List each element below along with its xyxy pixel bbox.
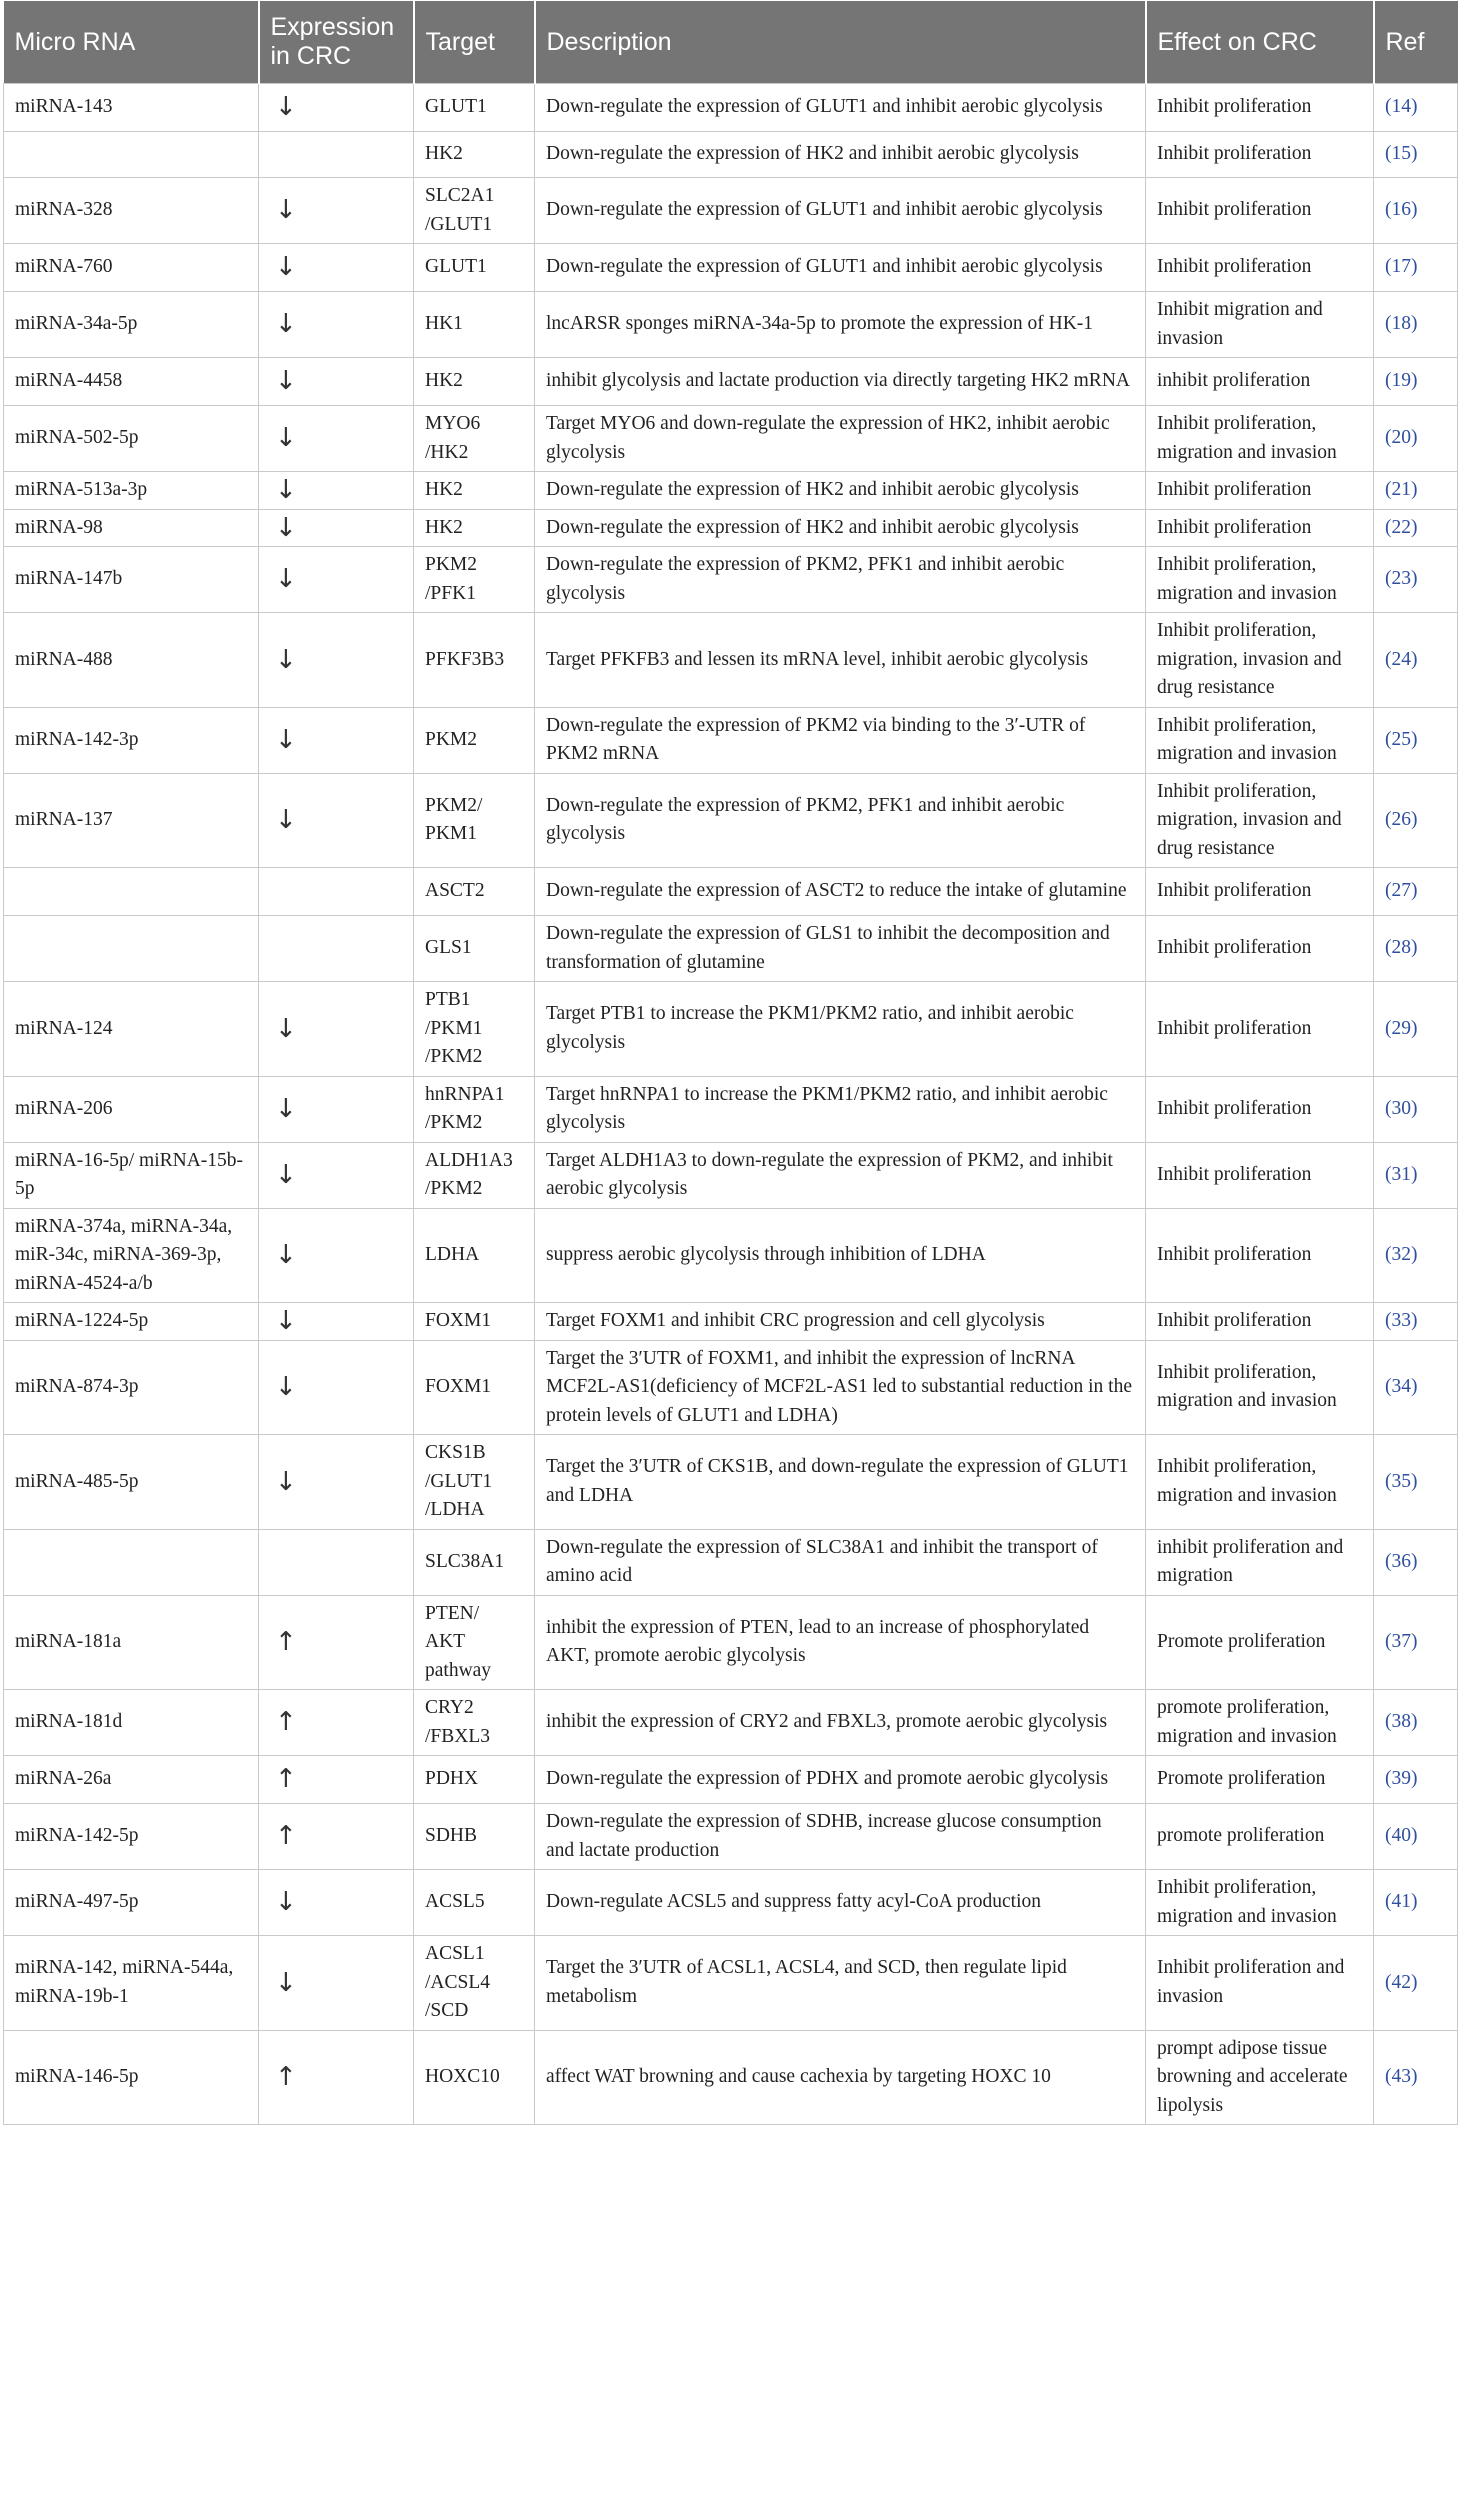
cell-target: ASCT2 bbox=[414, 868, 535, 916]
cell-ref[interactable]: (15) bbox=[1374, 132, 1458, 178]
cell-ref[interactable]: (25) bbox=[1374, 707, 1458, 773]
cell-expression: ↑ bbox=[259, 1804, 414, 1870]
cell-target: HOXC10 bbox=[414, 2030, 535, 2125]
cell-expression: ↓ bbox=[259, 292, 414, 358]
cell-expression: ↓ bbox=[259, 1340, 414, 1435]
cell-description: Down-regulate the expression of SDHB, increase glucose consumption and lactate production bbox=[535, 1804, 1146, 1870]
table-row bbox=[4, 292, 1458, 358]
cell-effect: Inhibit proliferation bbox=[1146, 868, 1374, 916]
cell-effect: Inhibit proliferation bbox=[1146, 472, 1374, 510]
cell-target: ALDH1A3 /PKM2 bbox=[414, 1142, 535, 1208]
cell-micro-rna: miRNA-181d bbox=[4, 1690, 259, 1756]
table-row bbox=[4, 358, 1458, 406]
cell-micro-rna: miRNA-34a-5p bbox=[4, 292, 259, 358]
cell-effect: Inhibit proliferation bbox=[1146, 178, 1374, 244]
cell-effect: Inhibit proliferation bbox=[1146, 1303, 1374, 1341]
table-row bbox=[4, 613, 1458, 708]
cell-target: SLC2A1 /GLUT1 bbox=[414, 178, 535, 244]
cell-ref[interactable]: (14) bbox=[1374, 84, 1458, 132]
cell-micro-rna: miRNA-146-5p bbox=[4, 2030, 259, 2125]
cell-description: Down-regulate the expression of HK2 and inhibit aerobic glycolysis bbox=[535, 509, 1146, 547]
cell-target: PKM2/ PKM1 bbox=[414, 773, 535, 868]
cell-expression: ↓ bbox=[259, 1303, 414, 1341]
cell-target: GLS1 bbox=[414, 916, 535, 982]
header-effect: Effect on CRC bbox=[1146, 1, 1374, 84]
cell-micro-rna: miRNA-328 bbox=[4, 178, 259, 244]
cell-expression: ↓ bbox=[259, 358, 414, 406]
cell-expression bbox=[259, 916, 414, 982]
table-row bbox=[4, 982, 1458, 1077]
cell-description: lncARSR sponges miRNA-34a-5p to promote the expression of HK-1 bbox=[535, 292, 1146, 358]
cell-target: PTEN/ AKT pathway bbox=[414, 1595, 535, 1690]
cell-effect: Promote proliferation bbox=[1146, 1595, 1374, 1690]
cell-expression: ↓ bbox=[259, 1870, 414, 1936]
table-row bbox=[4, 868, 1458, 916]
cell-ref[interactable]: (35) bbox=[1374, 1435, 1458, 1530]
cell-ref[interactable]: (39) bbox=[1374, 1756, 1458, 1804]
cell-expression: ↑ bbox=[259, 1756, 414, 1804]
cell-description: Down-regulate the expression of HK2 and inhibit aerobic glycolysis bbox=[535, 132, 1146, 178]
cell-description: Down-regulate the expression of PDHX and promote aerobic glycolysis bbox=[535, 1756, 1146, 1804]
cell-ref[interactable]: (22) bbox=[1374, 509, 1458, 547]
cell-effect: Inhibit proliferation, migration and invasion bbox=[1146, 406, 1374, 472]
cell-expression: ↓ bbox=[259, 1142, 414, 1208]
cell-target: PFKF3B3 bbox=[414, 613, 535, 708]
cell-description: Down-regulate the expression of ASCT2 to reduce the intake of glutamine bbox=[535, 868, 1146, 916]
cell-effect: Inhibit proliferation and invasion bbox=[1146, 1936, 1374, 2031]
cell-micro-rna: miRNA-760 bbox=[4, 244, 259, 292]
cell-effect: Inhibit proliferation, migration, invasion and drug resistance bbox=[1146, 773, 1374, 868]
cell-micro-rna: miRNA-206 bbox=[4, 1076, 259, 1142]
cell-target: hnRNPA1 /PKM2 bbox=[414, 1076, 535, 1142]
cell-ref[interactable]: (43) bbox=[1374, 2030, 1458, 2125]
cell-description: Down-regulate the expression of HK2 and inhibit aerobic glycolysis bbox=[535, 472, 1146, 510]
cell-expression: ↓ bbox=[259, 1936, 414, 2031]
table-row bbox=[4, 244, 1458, 292]
cell-target: HK1 bbox=[414, 292, 535, 358]
cell-micro-rna bbox=[4, 916, 259, 982]
cell-expression: ↓ bbox=[259, 84, 414, 132]
cell-target: GLUT1 bbox=[414, 244, 535, 292]
cell-description: Down-regulate the expression of PKM2 via binding to the 3′-UTR of PKM2 mRNA bbox=[535, 707, 1146, 773]
cell-effect: Inhibit proliferation bbox=[1146, 244, 1374, 292]
cell-target: GLUT1 bbox=[414, 84, 535, 132]
cell-effect: Inhibit proliferation, migration and invasion bbox=[1146, 1870, 1374, 1936]
cell-effect: Inhibit proliferation bbox=[1146, 132, 1374, 178]
cell-ref[interactable]: (26) bbox=[1374, 773, 1458, 868]
cell-micro-rna: miRNA-1224-5p bbox=[4, 1303, 259, 1341]
cell-expression: ↑ bbox=[259, 2030, 414, 2125]
cell-expression: ↓ bbox=[259, 178, 414, 244]
cell-micro-rna: miRNA-26a bbox=[4, 1756, 259, 1804]
cell-micro-rna: miRNA-142-3p bbox=[4, 707, 259, 773]
cell-micro-rna: miRNA-502-5p bbox=[4, 406, 259, 472]
cell-micro-rna: miRNA-874-3p bbox=[4, 1340, 259, 1435]
cell-effect: promote proliferation bbox=[1146, 1804, 1374, 1870]
cell-expression: ↓ bbox=[259, 773, 414, 868]
cell-target: SDHB bbox=[414, 1804, 535, 1870]
table-row bbox=[4, 1340, 1458, 1435]
cell-description: Down-regulate the expression of GLUT1 and inhibit aerobic glycolysis bbox=[535, 178, 1146, 244]
cell-description: inhibit glycolysis and lactate production via directly targeting HK2 mRNA bbox=[535, 358, 1146, 406]
cell-micro-rna: miRNA-124 bbox=[4, 982, 259, 1077]
header-target: Target bbox=[414, 1, 535, 84]
cell-effect: prompt adipose tissue browning and accelerate lipolysis bbox=[1146, 2030, 1374, 2125]
cell-micro-rna: miRNA-16-5p/ miRNA-15b-5p bbox=[4, 1142, 259, 1208]
cell-effect: Inhibit proliferation bbox=[1146, 1142, 1374, 1208]
cell-description: Down-regulate ACSL5 and suppress fatty acyl-CoA production bbox=[535, 1870, 1146, 1936]
cell-effect: inhibit proliferation bbox=[1146, 358, 1374, 406]
table-row bbox=[4, 1595, 1458, 1690]
table-row bbox=[4, 547, 1458, 613]
table-body bbox=[4, 84, 1458, 2125]
cell-effect: Inhibit proliferation bbox=[1146, 982, 1374, 1077]
cell-ref[interactable]: (30) bbox=[1374, 1076, 1458, 1142]
cell-target: SLC38A1 bbox=[414, 1529, 535, 1595]
cell-description: suppress aerobic glycolysis through inhibition of LDHA bbox=[535, 1208, 1146, 1303]
cell-effect: promote proliferation, migration and invasion bbox=[1146, 1690, 1374, 1756]
cell-micro-rna: miRNA-181a bbox=[4, 1595, 259, 1690]
cell-description: Target hnRNPA1 to increase the PKM1/PKM2 ratio, and inhibit aerobic glycolysis bbox=[535, 1076, 1146, 1142]
cell-expression: ↓ bbox=[259, 472, 414, 510]
cell-expression: ↓ bbox=[259, 982, 414, 1077]
cell-target: LDHA bbox=[414, 1208, 535, 1303]
cell-effect: Inhibit proliferation, migration and invasion bbox=[1146, 547, 1374, 613]
cell-expression bbox=[259, 132, 414, 178]
cell-ref[interactable]: (27) bbox=[1374, 868, 1458, 916]
table-row bbox=[4, 1076, 1458, 1142]
table-row bbox=[4, 509, 1458, 547]
cell-ref[interactable]: (29) bbox=[1374, 982, 1458, 1077]
cell-ref[interactable]: (18) bbox=[1374, 292, 1458, 358]
table-row bbox=[4, 178, 1458, 244]
cell-ref[interactable]: (21) bbox=[1374, 472, 1458, 510]
cell-expression: ↓ bbox=[259, 547, 414, 613]
cell-target: CRY2 /FBXL3 bbox=[414, 1690, 535, 1756]
cell-target: FOXM1 bbox=[414, 1303, 535, 1341]
table-header bbox=[4, 1, 1458, 84]
cell-micro-rna: miRNA-497-5p bbox=[4, 1870, 259, 1936]
cell-effect: Promote proliferation bbox=[1146, 1756, 1374, 1804]
cell-description: Target PFKFB3 and lessen its mRNA level, inhibit aerobic glycolysis bbox=[535, 613, 1146, 708]
cell-ref[interactable]: (17) bbox=[1374, 244, 1458, 292]
cell-effect: Inhibit proliferation bbox=[1146, 84, 1374, 132]
cell-effect: Inhibit proliferation bbox=[1146, 1076, 1374, 1142]
header-description: Description bbox=[535, 1, 1146, 84]
cell-ref[interactable]: (19) bbox=[1374, 358, 1458, 406]
cell-description: inhibit the expression of CRY2 and FBXL3, promote aerobic glycolysis bbox=[535, 1690, 1146, 1756]
cell-target: PTB1 /PKM1 /PKM2 bbox=[414, 982, 535, 1077]
cell-effect: Inhibit proliferation bbox=[1146, 509, 1374, 547]
cell-expression: ↓ bbox=[259, 1076, 414, 1142]
cell-ref[interactable]: (33) bbox=[1374, 1303, 1458, 1341]
cell-micro-rna: miRNA-142-5p bbox=[4, 1804, 259, 1870]
cell-expression bbox=[259, 868, 414, 916]
cell-ref[interactable]: (16) bbox=[1374, 178, 1458, 244]
table-row bbox=[4, 1435, 1458, 1530]
cell-micro-rna: miRNA-513a-3p bbox=[4, 472, 259, 510]
cell-effect: Inhibit proliferation, migration and invasion bbox=[1146, 1340, 1374, 1435]
cell-description: Target ALDH1A3 to down-regulate the expression of PKM2, and inhibit aerobic glycolysis bbox=[535, 1142, 1146, 1208]
cell-expression: ↑ bbox=[259, 1690, 414, 1756]
cell-effect: inhibit proliferation and migration bbox=[1146, 1529, 1374, 1595]
cell-target: PDHX bbox=[414, 1756, 535, 1804]
cell-expression: ↓ bbox=[259, 1208, 414, 1303]
cell-micro-rna: miRNA-485-5p bbox=[4, 1435, 259, 1530]
cell-description: Target MYO6 and down-regulate the expression of HK2, inhibit aerobic glycolysis bbox=[535, 406, 1146, 472]
cell-description: Target the 3′UTR of FOXM1, and inhibit the expression of lncRNA MCF2L-AS1(deficiency of MCF2L-AS1 led to substantial reduction in the protein levels of GLUT1 and LDHA) bbox=[535, 1340, 1146, 1435]
cell-target: HK2 bbox=[414, 132, 535, 178]
cell-effect: Inhibit proliferation, migration, invasion and drug resistance bbox=[1146, 613, 1374, 708]
cell-ref[interactable]: (28) bbox=[1374, 916, 1458, 982]
cell-expression: ↑ bbox=[259, 1595, 414, 1690]
cell-expression: ↓ bbox=[259, 1435, 414, 1530]
cell-target: MYO6 /HK2 bbox=[414, 406, 535, 472]
cell-ref[interactable]: (34) bbox=[1374, 1340, 1458, 1435]
cell-expression: ↓ bbox=[259, 613, 414, 708]
cell-micro-rna: miRNA-488 bbox=[4, 613, 259, 708]
table-row bbox=[4, 1756, 1458, 1804]
cell-target: HK2 bbox=[414, 472, 535, 510]
cell-micro-rna: miRNA-4458 bbox=[4, 358, 259, 406]
cell-expression bbox=[259, 1529, 414, 1595]
cell-ref[interactable]: (40) bbox=[1374, 1804, 1458, 1870]
cell-ref[interactable]: (36) bbox=[1374, 1529, 1458, 1595]
table-row bbox=[4, 1142, 1458, 1208]
cell-ref[interactable]: (20) bbox=[1374, 406, 1458, 472]
cell-expression: ↓ bbox=[259, 244, 414, 292]
cell-target: FOXM1 bbox=[414, 1340, 535, 1435]
table-row bbox=[4, 1303, 1458, 1341]
cell-description: Target the 3′UTR of ACSL1, ACSL4, and SCD, then regulate lipid metabolism bbox=[535, 1936, 1146, 2031]
cell-expression: ↓ bbox=[259, 707, 414, 773]
table-row bbox=[4, 707, 1458, 773]
cell-description: Target the 3′UTR of CKS1B, and down-regulate the expression of GLUT1 and LDHA bbox=[535, 1435, 1146, 1530]
cell-expression: ↓ bbox=[259, 509, 414, 547]
cell-target: ACSL5 bbox=[414, 1870, 535, 1936]
table-row bbox=[4, 1529, 1458, 1595]
cell-target: PKM2 bbox=[414, 707, 535, 773]
cell-effect: Inhibit proliferation, migration and invasion bbox=[1146, 1435, 1374, 1530]
cell-target: HK2 bbox=[414, 509, 535, 547]
cell-micro-rna: miRNA-137 bbox=[4, 773, 259, 868]
header-ref: Ref bbox=[1374, 1, 1458, 84]
cell-micro-rna: miRNA-147b bbox=[4, 547, 259, 613]
table-row bbox=[4, 1936, 1458, 2031]
table-row bbox=[4, 1804, 1458, 1870]
cell-ref[interactable]: (42) bbox=[1374, 1936, 1458, 2031]
cell-micro-rna: miRNA-143 bbox=[4, 84, 259, 132]
cell-description: Down-regulate the expression of PKM2, PFK1 and inhibit aerobic glycolysis bbox=[535, 773, 1146, 868]
cell-micro-rna bbox=[4, 1529, 259, 1595]
cell-effect: Inhibit proliferation bbox=[1146, 1208, 1374, 1303]
cell-ref[interactable]: (37) bbox=[1374, 1595, 1458, 1690]
cell-effect: Inhibit proliferation bbox=[1146, 916, 1374, 982]
table-row bbox=[4, 132, 1458, 178]
header-micro-rna: Micro RNA bbox=[4, 1, 259, 84]
table-row bbox=[4, 2030, 1458, 2125]
mirna-table bbox=[3, 1, 1458, 2125]
table-row bbox=[4, 406, 1458, 472]
table-row bbox=[4, 1690, 1458, 1756]
table-row bbox=[4, 84, 1458, 132]
cell-ref[interactable]: (23) bbox=[1374, 547, 1458, 613]
cell-description: Down-regulate the expression of GLUT1 and inhibit aerobic glycolysis bbox=[535, 244, 1146, 292]
cell-micro-rna bbox=[4, 132, 259, 178]
cell-ref[interactable]: (31) bbox=[1374, 1142, 1458, 1208]
cell-description: Down-regulate the expression of PKM2, PFK1 and inhibit aerobic glycolysis bbox=[535, 547, 1146, 613]
cell-description: Target FOXM1 and inhibit CRC progression and cell glycolysis bbox=[535, 1303, 1146, 1341]
cell-micro-rna: miRNA-142, miRNA-544a, miRNA-19b-1 bbox=[4, 1936, 259, 2031]
cell-micro-rna: miRNA-374a, miRNA-34a, miR-34c, miRNA-369-3p, miRNA-4524-a/b bbox=[4, 1208, 259, 1303]
cell-ref[interactable]: (41) bbox=[1374, 1870, 1458, 1936]
cell-effect: Inhibit proliferation, migration and invasion bbox=[1146, 707, 1374, 773]
cell-target: CKS1B /GLUT1 /LDHA bbox=[414, 1435, 535, 1530]
table-row bbox=[4, 472, 1458, 510]
cell-description: Down-regulate the expression of GLUT1 and inhibit aerobic glycolysis bbox=[535, 84, 1146, 132]
cell-ref[interactable]: (32) bbox=[1374, 1208, 1458, 1303]
cell-target: ACSL1 /ACSL4 /SCD bbox=[414, 1936, 535, 2031]
cell-expression: ↓ bbox=[259, 406, 414, 472]
cell-micro-rna bbox=[4, 868, 259, 916]
cell-target: PKM2 /PFK1 bbox=[414, 547, 535, 613]
header-expression: Expression in CRC bbox=[259, 1, 414, 84]
cell-target: HK2 bbox=[414, 358, 535, 406]
cell-description: inhibit the expression of PTEN, lead to an increase of phosphorylated AKT, promote aerobic glycolysis bbox=[535, 1595, 1146, 1690]
cell-description: affect WAT browning and cause cachexia by targeting HOXC 10 bbox=[535, 2030, 1146, 2125]
cell-micro-rna: miRNA-98 bbox=[4, 509, 259, 547]
cell-ref[interactable]: (38) bbox=[1374, 1690, 1458, 1756]
cell-description: Down-regulate the expression of GLS1 to inhibit the decomposition and transformation of glutamine bbox=[535, 916, 1146, 982]
cell-description: Down-regulate the expression of SLC38A1 and inhibit the transport of amino acid bbox=[535, 1529, 1146, 1595]
table-row bbox=[4, 773, 1458, 868]
table-container bbox=[3, 0, 1457, 2125]
table-row bbox=[4, 1208, 1458, 1303]
table-row bbox=[4, 1870, 1458, 1936]
cell-effect: Inhibit migration and invasion bbox=[1146, 292, 1374, 358]
cell-ref[interactable]: (24) bbox=[1374, 613, 1458, 708]
cell-description: Target PTB1 to increase the PKM1/PKM2 ratio, and inhibit aerobic glycolysis bbox=[535, 982, 1146, 1077]
table-row bbox=[4, 916, 1458, 982]
